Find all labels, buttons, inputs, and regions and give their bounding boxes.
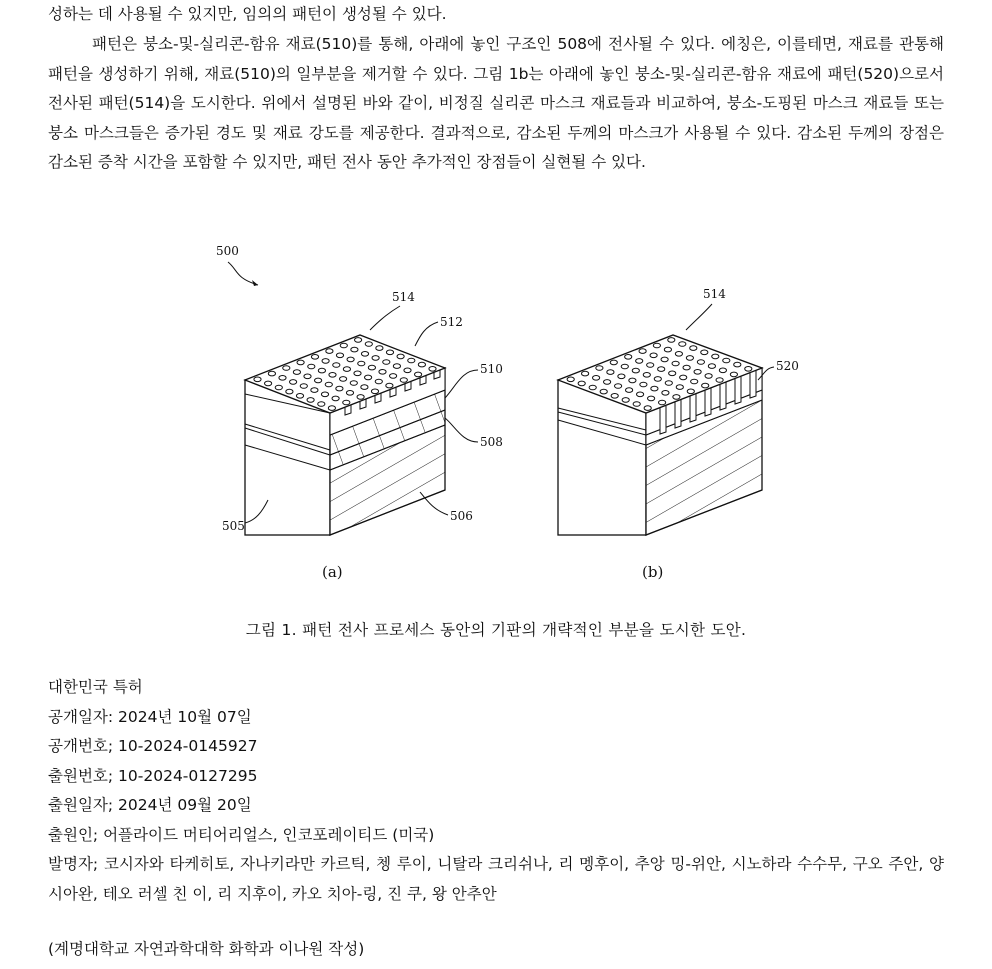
author-note: (계명대학교 자연과학대학 화학과 이나원 작성) bbox=[48, 940, 365, 958]
figure-1 bbox=[0, 230, 992, 590]
applicant: 출원인; 어플라이드 머티어리얼스, 인코포레이티드 (미국) bbox=[48, 825, 435, 844]
label-510: 510 bbox=[480, 362, 503, 376]
label-500: 500 bbox=[216, 244, 239, 258]
body-paragraph-2: 패턴은 붕소-및-실리콘-함유 재료(510)를 통해, 아래에 놓인 구조인 508에 전사될 수 있다. 에칭은, 이를테면, 재료를 관통해 패턴을 생성하기 위해, 재료(510)의 일부분을 제거할 수 있다. 그림 1b는 아래에 놓인 붕소-및-실리콘-함유 재료에 패턴(520)으로서 전사된 패턴(514)을 도시한다. 위에서 설명된 바와 같이, 비정질 실리콘 마스크 재료들과 비교하여, 붕소-도핑된 마스크 재료들 또는 붕소 마스크들은 증가된 경도 및 재료 강도를 제공한다. 결과적으로, 감소된 두께의 마스크가 사용될 수 있다. 감소된 두께의 장점은 감소된 증착 시간을 포함할 수 있지만, 패턴 전사 동안 추가적인 장점들이 실현될 수 있다. bbox=[48, 35, 944, 171]
application-date: 출원일자; 2024년 09월 20일 bbox=[48, 796, 252, 814]
label-512: 512 bbox=[440, 315, 463, 329]
label-514-a: 514 bbox=[392, 290, 415, 304]
publication-number: 공개번호; 10-2024-0145927 bbox=[48, 737, 258, 755]
label-508: 508 bbox=[480, 435, 503, 449]
label-505: 505 bbox=[222, 519, 245, 533]
patent-country: 대한민국 특허 bbox=[48, 678, 143, 696]
sublabel-a: (a) bbox=[322, 563, 343, 581]
label-520: 520 bbox=[776, 359, 799, 373]
panel-b-diagram bbox=[558, 335, 762, 535]
label-514-b: 514 bbox=[703, 287, 726, 301]
application-number: 출원번호; 10-2024-0127295 bbox=[48, 766, 258, 785]
figure-svg bbox=[0, 230, 992, 590]
patent-info bbox=[48, 673, 944, 909]
label-506: 506 bbox=[450, 509, 473, 523]
sublabel-b: (b) bbox=[642, 563, 664, 581]
publication-date: 공개일자: 2024년 10월 07일 bbox=[48, 707, 252, 726]
inventors: 발명자; 코시자와 타케히토, 자나키라만 카르틱, 쳉 루이, 니탈라 크리쉬나, 리 멩후이, 추앙 밍-위안, 시노하라 수수무, 구오 주안, 양 시아완, 테오 러셀 친 이, 리 지후이, 카오 치아-링, 진 쿠, 왕 안추안 bbox=[48, 855, 944, 903]
panel-a-diagram bbox=[245, 335, 445, 535]
body-paragraph-1: 성하는 데 사용될 수 있지만, 임의의 패턴이 생성될 수 있다. bbox=[48, 5, 447, 23]
figure-caption: 그림 1. 패턴 전사 프로세스 동안의 기판의 개략적인 부분을 도시한 도안. bbox=[245, 621, 747, 639]
